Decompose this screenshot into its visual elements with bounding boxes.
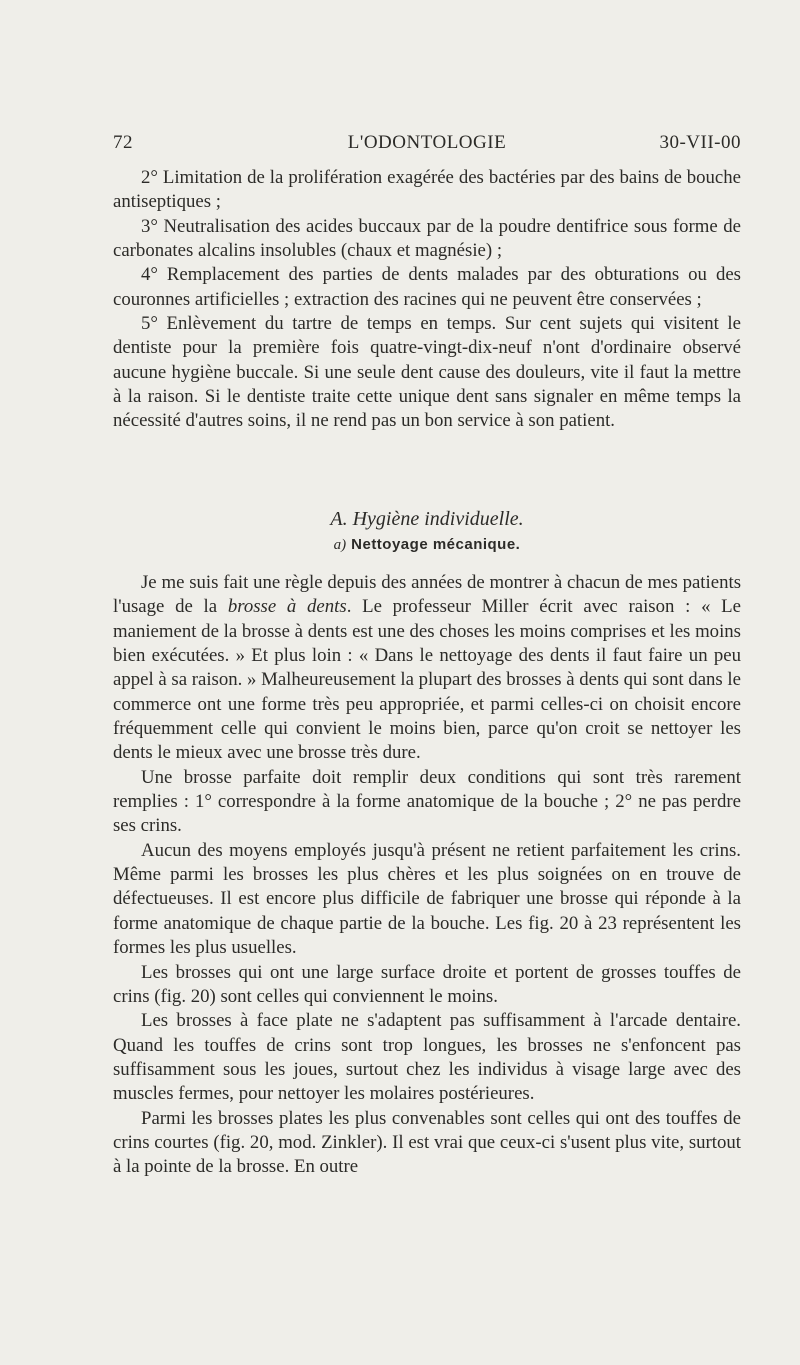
paragraph-text: . Le professeur Miller écrit avec raison : « Le maniement de la brosse à dents est une des choses les moins comprises et les moins bien exécutées. » Et plus loin : « Dans le nettoyage des dents il faut faire un peu appel à sa raison. » Malheureusement la plupart des brosses à dents qui sont dans le commerce ont une forme très peu appropriée, et parmi celles-ci on choisit encore fréquemment celle qui convient le moins bien, parce qu'on croit se nettoyer les dents le mieux avec une brosse très dure. — [113, 596, 741, 764]
paragraph: 5° Enlèvement du tartre de temps en temps. Sur cent sujets qui visitent le dentiste pour la première fois quatre-vingt-dix-neuf n'ont d'ordinaire observé aucune hygiène buccale. Si une seule dent cause des douleurs, vite il faut la mettre à la raison. Si le dentiste traite cette unique dent sans signaler en même temps la nécessité d'autres soins, il ne rend pas un bon service à son patient. — [113, 313, 741, 432]
subsection-letter: a) — [333, 537, 347, 553]
subsection-label: Nettoyage mécanique. — [351, 536, 521, 553]
paragraph: Aucun des moyens employés jusqu'à présent ne retient parfaitement les crins. Même parmi les brosses les plus chères et les plus soignées on en trouve de défectueuses. Il est encore plus difficile de fabriquer une brosse qui réponde à la forme anatomique de chaque partie de la bouche. Les fig. 20 à 23 représentent les formes les plus usuelles. — [113, 839, 741, 959]
page-number: 72 — [113, 132, 133, 153]
paragraph: 2° Limitation de la prolifération exagérée des bactéries par des bains de bouche antiseptiques ; — [113, 167, 741, 213]
journal-title: L'ODONTOLOGIE — [347, 132, 507, 153]
paragraph: Une brosse parfaite doit remplir deux conditions qui sont très rarement remplies : 1° correspondre à la forme anatomique de la bouche ; 2° ne pas perdre ses crins. — [113, 766, 741, 837]
paragraph: Les brosses qui ont une large surface droite et portent de grosses touffes de crins (fig. 20) sont celles qui conviennent le moins. — [113, 961, 741, 1007]
issue-date: 30-VII-00 — [659, 132, 741, 153]
paragraph-text: Je me suis fait une règle depuis des années de montrer à chacun de mes patients l'usage de la — [113, 572, 741, 618]
section-heading: A. Hygiène individuelle. — [330, 508, 524, 530]
paragraph: Parmi les brosses plates les plus convenables sont celles qui ont des touffes de crins courtes (fig. 20, mod. Zinkler). Il est vrai que ceux-ci s'usent plus vite, surtout à la pointe de la brosse. En outre — [113, 1107, 741, 1178]
running-header — [113, 132, 741, 156]
main-text — [113, 571, 741, 1180]
intro-text — [113, 166, 741, 434]
emphasis-text: brosse à dents — [227, 596, 347, 618]
subsection-heading — [113, 535, 741, 555]
paragraph: 4° Remplacement des parties de dents malades par des obturations ou des couronnes artificielles ; extraction des racines qui ne peuvent être conservées ; — [113, 264, 741, 310]
paragraph: Les brosses à face plate ne s'adaptent pas suffisamment à l'arcade dentaire. Quand les touffes de crins sont trop longues, les brosses ne s'enfoncent pas suffisamment sous les joues, surtout chez les individus à visage large avec des muscles fermes, pour nettoyer les molaires postérieures. — [113, 1010, 741, 1105]
paragraph — [113, 571, 741, 766]
paragraph: 3° Neutralisation des acides buccaux par de la poudre dentifrice sous forme de carbonates alcalins insolubles (chaux et magnésie) ; — [113, 215, 741, 262]
